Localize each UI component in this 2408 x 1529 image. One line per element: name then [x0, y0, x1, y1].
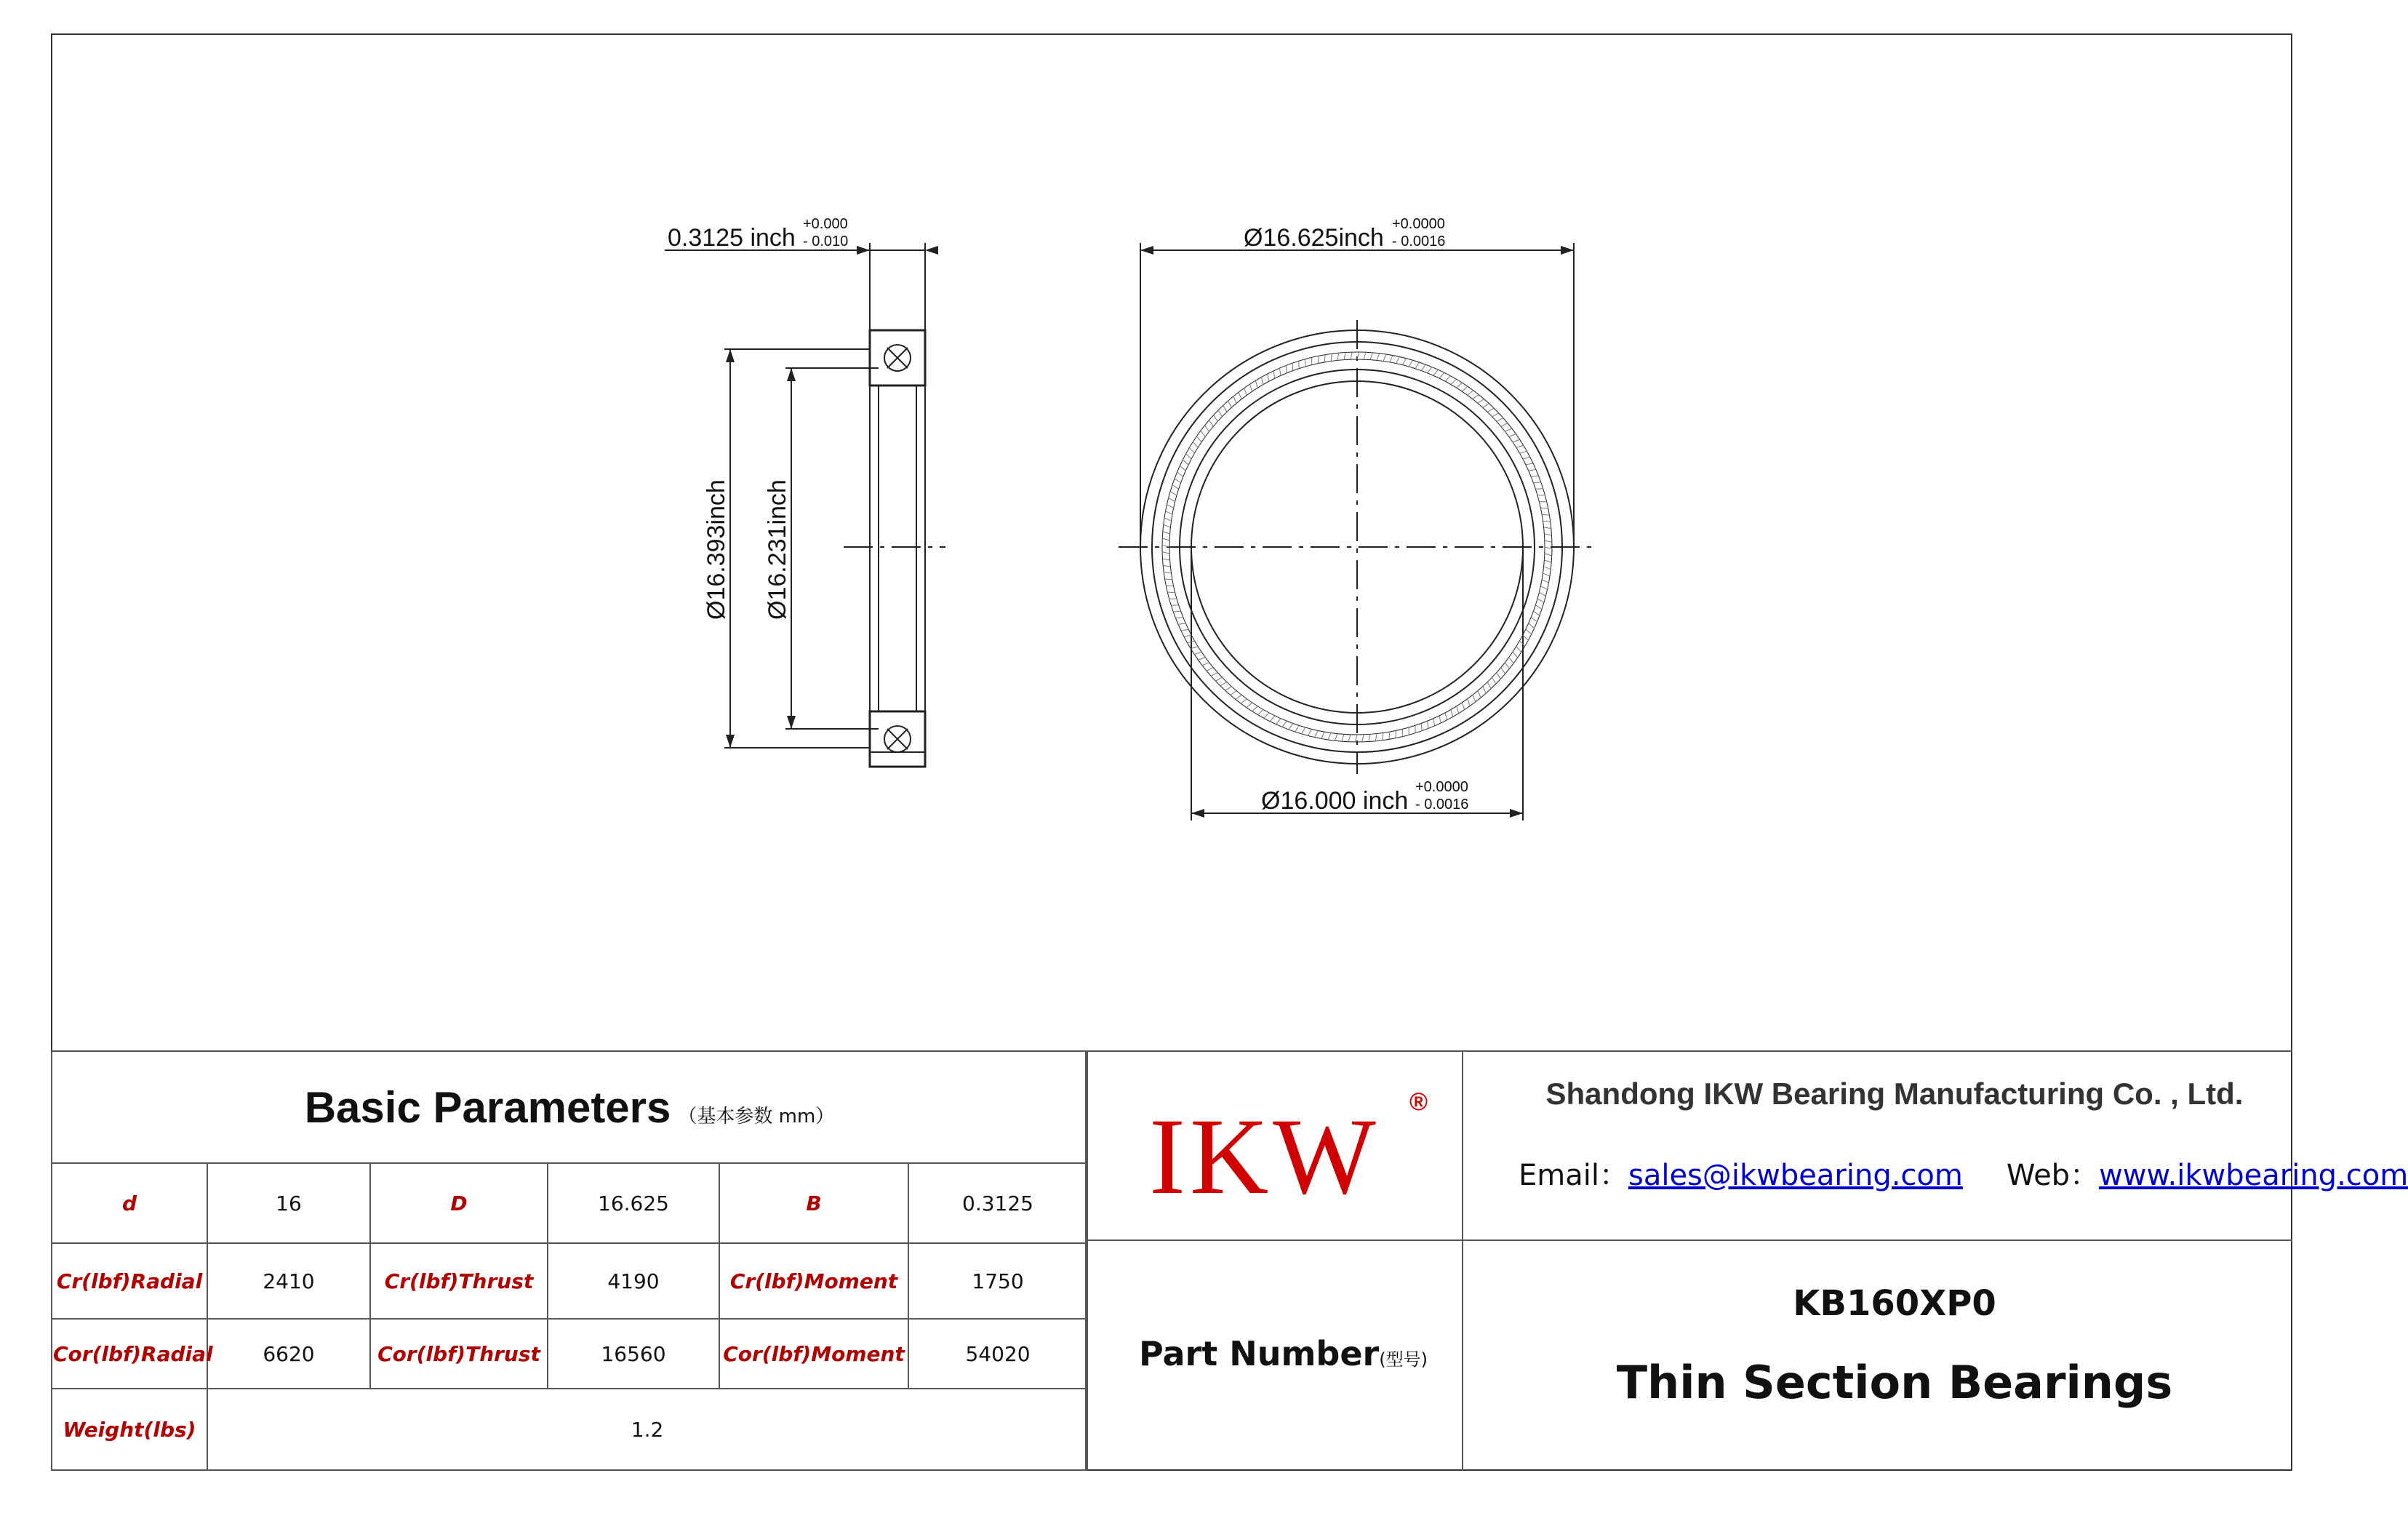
inner-dim-text: Ø16.000 inch	[1261, 787, 1409, 815]
ball-hatch	[1170, 492, 1177, 495]
ball-hatch	[1199, 658, 1206, 660]
width-dim-text: 0.3125 inch	[668, 224, 796, 252]
ball-hatch	[1241, 699, 1247, 704]
ball-hatch	[1535, 605, 1542, 610]
arrow	[1510, 809, 1523, 818]
ball-hatch	[1164, 572, 1171, 573]
ball-hatch	[1331, 354, 1332, 361]
ball-hatch	[1543, 573, 1550, 576]
side-dim-2-text: Ø16.231inch	[764, 479, 791, 620]
ball-hatch	[1321, 732, 1324, 738]
param-value: 54020	[908, 1319, 1087, 1389]
ball-hatch	[1177, 472, 1183, 476]
ball-hatch	[1523, 458, 1530, 459]
arrow	[1140, 246, 1153, 255]
width-tol-minus: - 0.010	[803, 233, 849, 249]
params-unit: （基本参数 mm）	[678, 1105, 835, 1127]
ball-hatch	[1487, 682, 1491, 689]
ball-hatch	[1468, 391, 1473, 396]
ball-hatch	[1389, 732, 1390, 739]
ikw-logo: IKW	[1149, 1096, 1380, 1217]
part-number-text: Part Number	[1139, 1334, 1380, 1373]
width-tol-plus: +0.000	[803, 216, 848, 232]
ball-hatch	[1516, 445, 1524, 447]
ball-hatch	[1231, 691, 1236, 695]
ball-hatch	[1295, 725, 1300, 732]
ball-hatch	[1247, 703, 1252, 708]
param-value: 6620	[207, 1319, 370, 1389]
ball-hatch	[1308, 729, 1312, 735]
params-title: Basic Parameters	[304, 1082, 671, 1132]
ball-hatch	[1348, 735, 1351, 742]
side-dim-1-text: Ø16.393inch	[703, 479, 730, 620]
param-label: Cor(lbf)Radial	[52, 1319, 207, 1389]
inner-tol-minus: - 0.0016	[1415, 797, 1469, 813]
ball-hatch	[1172, 485, 1179, 490]
ball-hatch	[1207, 668, 1213, 671]
ball-hatch	[1261, 378, 1263, 385]
outer-tol-minus: - 0.0016	[1392, 233, 1446, 249]
table-row	[52, 1389, 1087, 1470]
arrow	[857, 246, 870, 255]
email-link[interactable]: sales@ikwbearing.com	[1628, 1159, 1963, 1192]
ball-hatch	[1162, 538, 1169, 540]
outer-dim-text: Ø16.625inch	[1244, 224, 1384, 252]
ball-hatch	[1509, 434, 1516, 437]
ball-hatch	[1264, 713, 1269, 719]
ball-hatch	[1540, 586, 1547, 590]
param-label: Cor(lbf)Moment	[719, 1319, 908, 1389]
ball-hatch	[1162, 545, 1169, 547]
ball-hatch	[1544, 560, 1551, 562]
ball-hatch	[1202, 663, 1209, 666]
ball-hatch	[1318, 356, 1319, 363]
ball-hatch	[1335, 734, 1337, 741]
ball-hatch	[1409, 360, 1412, 367]
ball-hatch	[1344, 352, 1345, 359]
ball-hatch	[1439, 372, 1444, 378]
ball-hatch	[1537, 599, 1544, 602]
ball-hatch	[1542, 514, 1549, 515]
ball-hatch	[1282, 721, 1287, 727]
ball-hatch	[1162, 552, 1169, 554]
ball-hatch	[1375, 734, 1377, 741]
ball-hatch	[1173, 611, 1180, 612]
arrow	[787, 368, 796, 381]
ball-hatch	[1445, 376, 1450, 382]
ball-hatch	[1487, 408, 1494, 412]
table-row	[52, 1319, 1087, 1389]
arrow	[925, 246, 938, 255]
ball-hatch	[1289, 723, 1293, 729]
ball-hatch	[1516, 647, 1521, 652]
ball-hatch	[1315, 730, 1319, 737]
ball-hatch	[1163, 532, 1170, 534]
ball-hatch	[1509, 658, 1514, 663]
params-header	[52, 1051, 1087, 1163]
ball-hatch	[1201, 431, 1206, 436]
divider	[1462, 1050, 1463, 1471]
ball-hatch	[1189, 448, 1194, 453]
ball-hatch	[1196, 436, 1201, 442]
ball-hatch	[1233, 396, 1236, 403]
param-label: Cor(lbf)Thrust	[370, 1319, 548, 1389]
table-row	[52, 1163, 1087, 1243]
param-value: 16560	[548, 1319, 719, 1389]
ball-hatch	[1533, 482, 1540, 483]
divider	[51, 1050, 2292, 1052]
ball-hatch	[1194, 652, 1201, 654]
ball-hatch	[1526, 463, 1533, 465]
part-number-sub: (型号)	[1379, 1349, 1428, 1370]
ball-hatch	[1362, 735, 1364, 742]
param-value: 2410	[207, 1243, 370, 1319]
ball-hatch	[1328, 732, 1331, 740]
ball-hatch	[1225, 687, 1232, 691]
ball-hatch	[1478, 399, 1484, 403]
ball-hatch	[1497, 418, 1503, 422]
ball-hatch	[1415, 725, 1416, 732]
registered-mark: ®	[1409, 1088, 1428, 1116]
ball-hatch	[1181, 629, 1188, 631]
ball-hatch	[1302, 727, 1305, 734]
ball-hatch	[1383, 354, 1386, 362]
ball-hatch	[1164, 518, 1172, 521]
ball-hatch	[1439, 716, 1441, 723]
ball-hatch	[1171, 605, 1178, 606]
ball-hatch	[1462, 386, 1468, 391]
param-value: 0.3125	[908, 1163, 1087, 1243]
ball-hatch	[1483, 687, 1487, 693]
ball-hatch	[1535, 489, 1543, 490]
ball-hatch	[1526, 629, 1532, 634]
param-label: B	[719, 1163, 908, 1243]
ball-hatch	[1255, 380, 1257, 388]
ball-hatch	[1211, 673, 1217, 676]
ball-hatch	[1268, 374, 1269, 381]
ball-hatch	[1377, 354, 1380, 361]
divider	[1085, 1050, 1087, 1471]
ball-hatch	[1292, 363, 1293, 370]
ball-hatch	[1214, 415, 1218, 422]
ball-hatch	[1421, 723, 1422, 730]
arrow	[787, 716, 796, 729]
ball-hatch	[1244, 388, 1247, 396]
ball-hatch	[1252, 706, 1258, 711]
ball-hatch	[1175, 479, 1180, 483]
ball-hatch	[1505, 663, 1509, 668]
ball-hatch	[1428, 367, 1432, 373]
arrow	[726, 349, 735, 362]
param-label: Cr(lbf)Radial	[52, 1243, 207, 1319]
ball-hatch	[1513, 439, 1520, 442]
ball-hatch	[1299, 361, 1300, 368]
model-number: KB160XP0	[1793, 1283, 1996, 1324]
ball-hatch	[1209, 420, 1213, 426]
table-row	[52, 1243, 1087, 1319]
ball-hatch	[1390, 356, 1393, 362]
ball-hatch	[1457, 383, 1463, 388]
email-label: Email：	[1519, 1159, 1628, 1192]
ball-hatch	[1451, 709, 1453, 716]
web-link[interactable]: www.ikwbearing.com	[2099, 1159, 2408, 1192]
outer-ring-inner	[1152, 342, 1562, 752]
ball-hatch	[1513, 652, 1518, 658]
param-label: Cr(lbf)Moment	[719, 1243, 908, 1319]
ball-hatch	[1165, 579, 1172, 580]
part-number-label	[1139, 1334, 1428, 1373]
param-value: 4190	[548, 1243, 719, 1319]
ball-hatch	[1357, 352, 1359, 359]
ball-hatch	[1501, 423, 1508, 426]
ball-hatch	[1369, 734, 1370, 741]
param-value: 16.625	[548, 1163, 719, 1243]
ball-hatch	[1193, 442, 1198, 448]
ball-hatch	[1445, 713, 1447, 720]
ball-hatch	[1337, 353, 1339, 360]
param-label: D	[370, 1163, 548, 1243]
param-label: Weight(lbs)	[52, 1389, 207, 1470]
ball-hatch	[1178, 623, 1185, 625]
ball-hatch	[1239, 392, 1241, 399]
ball-hatch	[1351, 352, 1352, 359]
param-value: 16	[207, 1163, 370, 1243]
title-block	[51, 1050, 2408, 1471]
ball-hatch	[1276, 719, 1281, 724]
param-label: d	[52, 1163, 207, 1243]
ball-hatch	[1415, 362, 1420, 369]
ball-hatch	[1529, 623, 1535, 628]
ball-hatch	[1258, 709, 1263, 714]
ball-hatch	[1279, 368, 1281, 375]
ball-hatch	[1364, 352, 1366, 359]
ball-hatch	[1433, 719, 1435, 726]
ball-hatch	[1501, 668, 1505, 674]
ball-hatch	[1421, 364, 1425, 370]
ball-hatch	[1273, 371, 1275, 378]
ball-hatch	[1531, 618, 1537, 622]
ball-hatch	[1468, 699, 1471, 706]
divider	[1085, 1239, 2292, 1241]
ball-hatch	[1544, 527, 1551, 529]
ball-hatch	[1228, 401, 1232, 407]
param-label: Cr(lbf)Thrust	[370, 1243, 548, 1319]
ball-hatch	[1473, 394, 1479, 399]
ball-hatch	[1545, 554, 1552, 556]
ball-hatch	[1478, 691, 1481, 698]
basic-parameters-table	[51, 1050, 1088, 1471]
ball-hatch	[1218, 410, 1222, 417]
ball-hatch	[1184, 635, 1191, 636]
ball-hatch	[1286, 366, 1287, 373]
ball-hatch	[1220, 682, 1227, 686]
ball-hatch	[1497, 673, 1501, 679]
ball-hatch	[1451, 379, 1456, 384]
ball-hatch	[1529, 469, 1536, 471]
ball-hatch	[1215, 677, 1222, 681]
ball-hatch	[1166, 511, 1172, 514]
ball-hatch	[1249, 384, 1252, 391]
ball-hatch	[1543, 521, 1550, 522]
ball-hatch	[1204, 426, 1209, 431]
ball-hatch	[1370, 353, 1372, 360]
arrow	[1191, 809, 1204, 818]
ball-hatch	[1236, 695, 1241, 699]
ball-hatch	[1457, 706, 1459, 714]
ball-hatch	[1167, 505, 1173, 508]
ball-hatch	[1163, 565, 1170, 567]
arrow	[726, 735, 735, 748]
product-type: Thin Section Bearings	[1616, 1356, 2173, 1409]
param-value: 1.2	[207, 1389, 1087, 1470]
ball-hatch	[1542, 580, 1548, 583]
ball-hatch	[1533, 611, 1539, 615]
company-name: Shandong IKW Bearing Manufacturing Co. , Ltd.	[1545, 1077, 2244, 1111]
ball-hatch	[1270, 716, 1275, 722]
ball-hatch	[1162, 559, 1169, 560]
ball-hatch	[1519, 451, 1527, 453]
ball-hatch	[1433, 370, 1439, 375]
ball-hatch	[1462, 703, 1464, 710]
web-label: Web：	[2006, 1159, 2100, 1192]
ball-hatch	[1544, 534, 1551, 535]
ball-hatch	[1396, 356, 1400, 363]
outer-tol-plus: +0.0000	[1392, 216, 1445, 232]
ball-hatch	[1492, 413, 1499, 417]
ball-hatch	[1473, 695, 1476, 702]
ball-hatch	[1169, 498, 1175, 502]
ball-hatch	[1545, 540, 1552, 542]
inner-tol-plus: +0.0000	[1415, 779, 1468, 795]
ball-hatch	[1183, 460, 1188, 465]
ball-hatch	[1186, 454, 1192, 459]
ball-hatch	[1544, 567, 1551, 570]
ball-hatch	[1505, 428, 1512, 431]
arrow	[1561, 246, 1574, 255]
ball-hatch	[1324, 355, 1325, 362]
ball-hatch	[1492, 677, 1496, 684]
ball-hatch	[1539, 592, 1545, 596]
contact-line	[1519, 1152, 2408, 1194]
param-value: 1750	[908, 1243, 1087, 1319]
ball-hatch	[1402, 359, 1406, 365]
ball-hatch	[1223, 405, 1227, 412]
ball-hatch	[1180, 466, 1185, 471]
ball-hatch	[1164, 524, 1171, 527]
ball-hatch	[1483, 404, 1489, 408]
ball-hatch	[1342, 734, 1344, 741]
